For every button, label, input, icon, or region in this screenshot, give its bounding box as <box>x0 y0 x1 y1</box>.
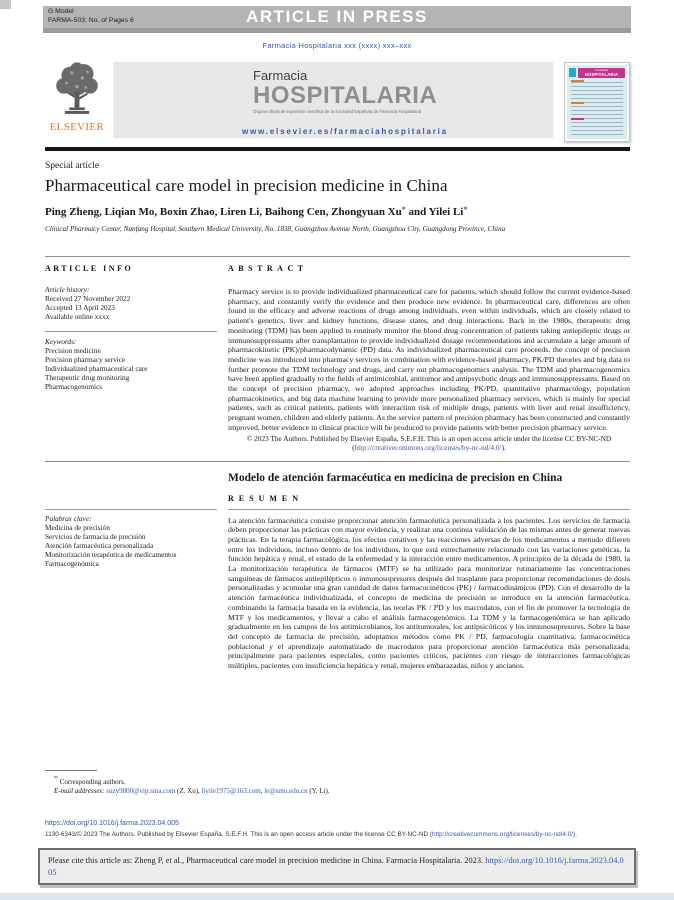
keyword: Precision medicine <box>45 345 101 355</box>
history-accepted: Accepted 13 April 2023 <box>45 303 115 313</box>
author-list <box>45 205 630 218</box>
elsevier-logo <box>45 60 109 142</box>
issn-text: 1130-6343/© 2023 The Authors. Published by Elsevier España, S.E.F.H. This is an open access article under the license CC BY-NC-ND ( <box>45 831 433 838</box>
corresponding-authors-footnote <box>45 770 475 796</box>
scan-corner-artifact <box>0 0 11 9</box>
journal-cover-thumbnail <box>564 62 630 142</box>
resumen-text: La atención farmacéutica consiste proporcionar atención farmacéutica personalizada a los pacientes. Los servicios de farmacia deben proporcionar las prácticas con mayor evidencia, y realizar una continua validación de las mismas antes de generar nuevas prácticas. En la terapia farmacológica, los efectos curativos y las reacciones adversas de los medicamentos a menudo difieren entre los individuos, incluso dentro de los individuos, lo que está estrechamente relacionado con las variaciones genéticas, la función hepática y renal, el estado de la enfermedad y la interacción entre medicamentos. A principios de la década de 1980, la La monitorización terapéutica de fármacos (MTF) se ha utilizado para monitorizar rutinariamente las concentraciones sanguíneas de fármacos antiepilépticos o inmunosupresores después del trasplante para proporcionar recomendaciones de dosis personalizadas y acumular una gran cantidad de datos farmacocinéticos (PK) / farmacodinámicos (PD). Con el desarrollo de la atención farmacéutica individualizada, el concepto de medicina de precisión se introduce en la atención farmacéutica, combinando la farmacia basada en la evidencia, las teorías PK / PD y los macrodatos, con el fin de promover la tecnología de MTF y los medicamentos, y llevar a cabo el análisis farmacogenómico. La TDM y la farmacogenómica se han aplicado gradualmente en los campos de los antimicrobianos, los antitumorales, los antipsicóticos y los inmunosupresores. Sobre la base del concepto de farmacia de precisión, adoptamos métodos como PK / PD, farmacología cuantitativa, farmacocinética poblacional y el aprendizaje automatizado de macrodatos para proporcionar atención farmacéutica más personalizada, principalmente para pacientes especiales, como pacientes críticos, pacientes con riesgo de interacciones farmacológicas múltiples, pacientes con insuficiencia hepática y renal, mujeres embarazadas, niños y ancianos. <box>228 515 630 671</box>
journal-citation-line: Farmacia Hospitalaria xxx (xxxx) xxx–xxx <box>262 41 412 50</box>
issn-copyright-line <box>45 831 577 838</box>
footnote-rule <box>45 770 97 771</box>
spanish-title: Modelo de atención farmacéutica en medicina de precision en China <box>228 471 563 484</box>
keyword: Precision pharmacy service <box>45 354 126 364</box>
email-owner: (Z. Xu), <box>175 787 202 795</box>
elsevier-wordmark: ELSEVIER <box>49 122 105 133</box>
issn-close: ). <box>573 831 577 838</box>
cover-title-banner <box>578 68 625 78</box>
email-owner: (Y. Li). <box>307 787 330 795</box>
license-link[interactable]: http://creativecommons.org/licenses/by-nc-nd/4.0/ <box>354 443 502 453</box>
article-header <box>45 161 630 233</box>
spanish-keywords-label: Palabras clave: <box>45 513 92 523</box>
copyright-line <box>228 434 630 453</box>
abstract-section <box>45 256 630 671</box>
article-history-label: Article history: <box>45 285 90 294</box>
keywords-block <box>45 331 217 392</box>
cite-doi-link[interactable]: https://doi.org/10.1016/j.farma.2023.04.005 <box>48 856 624 877</box>
resumen-rule <box>228 509 630 510</box>
banner-shadow <box>43 28 631 33</box>
journal-website-link[interactable]: www.elsevier.es/farmaciahospitalaria <box>242 127 448 136</box>
abstract-heading: ABSTRACT <box>228 264 308 273</box>
copyright-close: ). <box>501 443 506 453</box>
spanish-keyword: Servicios de farmacia de precisión <box>45 531 146 541</box>
doi-link[interactable]: https://doi.org/10.1016/j.farma.2023.04.005 <box>45 820 179 827</box>
keywords-label: Keywords: <box>45 336 77 346</box>
journal-name-line1: Farmacia <box>253 68 308 83</box>
viewport-edge-strip <box>0 893 674 900</box>
spanish-keywords-block <box>45 509 217 569</box>
authors-names: Ping Zheng, Liqian Mo, Boxin Zhao, Liren Li, Baihong Cen, Zhongyuan Xu <box>45 206 402 218</box>
journal-title-box <box>113 62 553 138</box>
authors-names-2: and Yilei Li <box>405 206 464 218</box>
cover-section-marker <box>571 80 584 82</box>
spanish-keyword: Atención farmacéutica personalizada <box>45 540 154 550</box>
email-link[interactable]: le@smu.edu.cn <box>264 787 308 795</box>
cover-contents-lines <box>571 82 623 135</box>
cover-section-marker <box>571 118 584 120</box>
article-in-press-stamp: ARTICLE IN PRESS <box>246 7 428 26</box>
resumen-heading: RESUMEN <box>228 493 304 503</box>
email-link[interactable]: suzy9800@vip.sina.com <box>106 787 176 795</box>
spanish-keyword: Farmacogenómica <box>45 559 99 569</box>
cover-journal-line1: Farmacia <box>595 68 608 72</box>
masthead-divider <box>45 147 630 151</box>
article-info-heading: ARTICLE INFO <box>45 264 134 273</box>
section-rule-middle <box>45 461 630 462</box>
spanish-keyword: Medicina de precisión <box>45 522 110 532</box>
cover-section-marker <box>571 102 584 104</box>
journal-masthead <box>45 60 630 142</box>
article-info-column <box>45 264 217 453</box>
spanish-keyword: Monitorización terapéutica de medicamentos <box>45 550 177 560</box>
article-in-press-banner <box>43 6 631 28</box>
keyword: Pharmacogenomics <box>45 382 103 392</box>
section-rule-top <box>45 256 630 257</box>
corresponding-author-asterisk: * <box>463 205 468 214</box>
abstract-text: Pharmacy service is to provide individualized pharmaceutical care for patients, which should follow the current evidence-based pharmacy, and constantly verify the evidence and then produce new evidence. In pharmaceutical care, differences are often found in the efficacy and adverse reactions of drugs among individuals, even within individuals, which are closely related to patient's genetics, liver and kidney functions, disease states, and drug interactions. Back in the 1980s, therapeutic drug monitoring (TDM) has been applied to routinely monitor the blood drug concentration of patients taking antiepileptic drugs or immunosuppressants after transplantation to provide individualized dosage recommendations and accumulate a large amount of pharmacokinetic (PK)/pharmacodynamic (PD) data. As individualized pharmaceutical care proceeds, the concept of precision medicine was introduced into pharmacy services in combination with evidence-based pharmacy, PK/PD theories and big data to further promote the TDM technology and drugs, and carry out pharmacogenomics analysis. The TDM and pharmacogenomics have been applied gradually to the fields of antimicrobial, antitumor and antipsychotic drugs and immunosuppressants. Based on the concept of precision pharmacy, we adopted approaches including PK/PD, quantitative pharmacology, population pharmacokinetics, and big data machine learning to provide more personalized pharmacy services, which is mainly for special patients, such as critical patients, patients with interaction risk of multiple drugs, patients with liver and renal insufficiency, pregnant women, children and elderly patients. As the service pattern of precision pharmacy has been constructed and constantly improved, better evidence in clinical practice will be produced to provide patients with better precision pharmacy service. <box>228 287 630 432</box>
copyright-text: © 2023 The Authors. Published by Elsevier España, S.E.F.H. This is an open access article under the license CC BY-NC-ND ( <box>246 433 612 453</box>
manuscript-id: FARMA-503; No. of Pages 6 <box>48 16 134 24</box>
keyword: Therapeutic drug monitoring <box>45 373 130 383</box>
journal-subtitle: Órgano oficial de expresión científica de la Sociedad Española de Farmacia Hospitalaria <box>253 109 422 114</box>
email-addresses-label: E-mail addresses: <box>54 787 105 795</box>
history-online: Available online xxxx <box>45 312 110 322</box>
footnote-asterisk: * <box>54 774 58 783</box>
history-received: Received 27 November 2022 <box>45 294 131 303</box>
email-link[interactable]: liyile1975@163.com <box>201 787 261 795</box>
article-title: Pharmaceutical care model in precision medicine in China <box>45 176 448 195</box>
elsevier-tree-icon <box>51 60 103 122</box>
keyword: Individualized pharmaceutical care <box>45 364 148 374</box>
cover-logo-icon <box>569 68 576 77</box>
corresponding-author-asterisk: * <box>401 205 406 214</box>
resumen-column <box>228 494 630 671</box>
cite-text: Please cite this article as: Zheng P, et al., Pharmaceutical care model in precision medicine in China. Farmacia Hospitalaria. 2023. <box>48 856 486 865</box>
abstract-column <box>228 264 630 453</box>
article-type-label: Special article <box>45 161 100 171</box>
author-affiliation: Clinical Pharmacy Center, Nanfang Hospital, Southern Medical University, No. 1838, Guangzhou Avenue North, Guangzhou City, Guangdong Province, China <box>45 225 506 233</box>
g-model-label: G Model <box>48 8 74 15</box>
corresponding-authors-text: Corresponding authors. <box>58 778 126 786</box>
cover-page <box>567 65 627 139</box>
license-link[interactable]: http://creativecommons.org/licenses/by-nc-nd/4.0/ <box>432 831 574 838</box>
citation-notice-box <box>38 848 636 885</box>
cover-journal-title: HOSPITALARIA <box>584 72 619 77</box>
email-separator: , <box>260 787 265 795</box>
journal-name-line2: HOSPITALARIA <box>253 82 438 109</box>
